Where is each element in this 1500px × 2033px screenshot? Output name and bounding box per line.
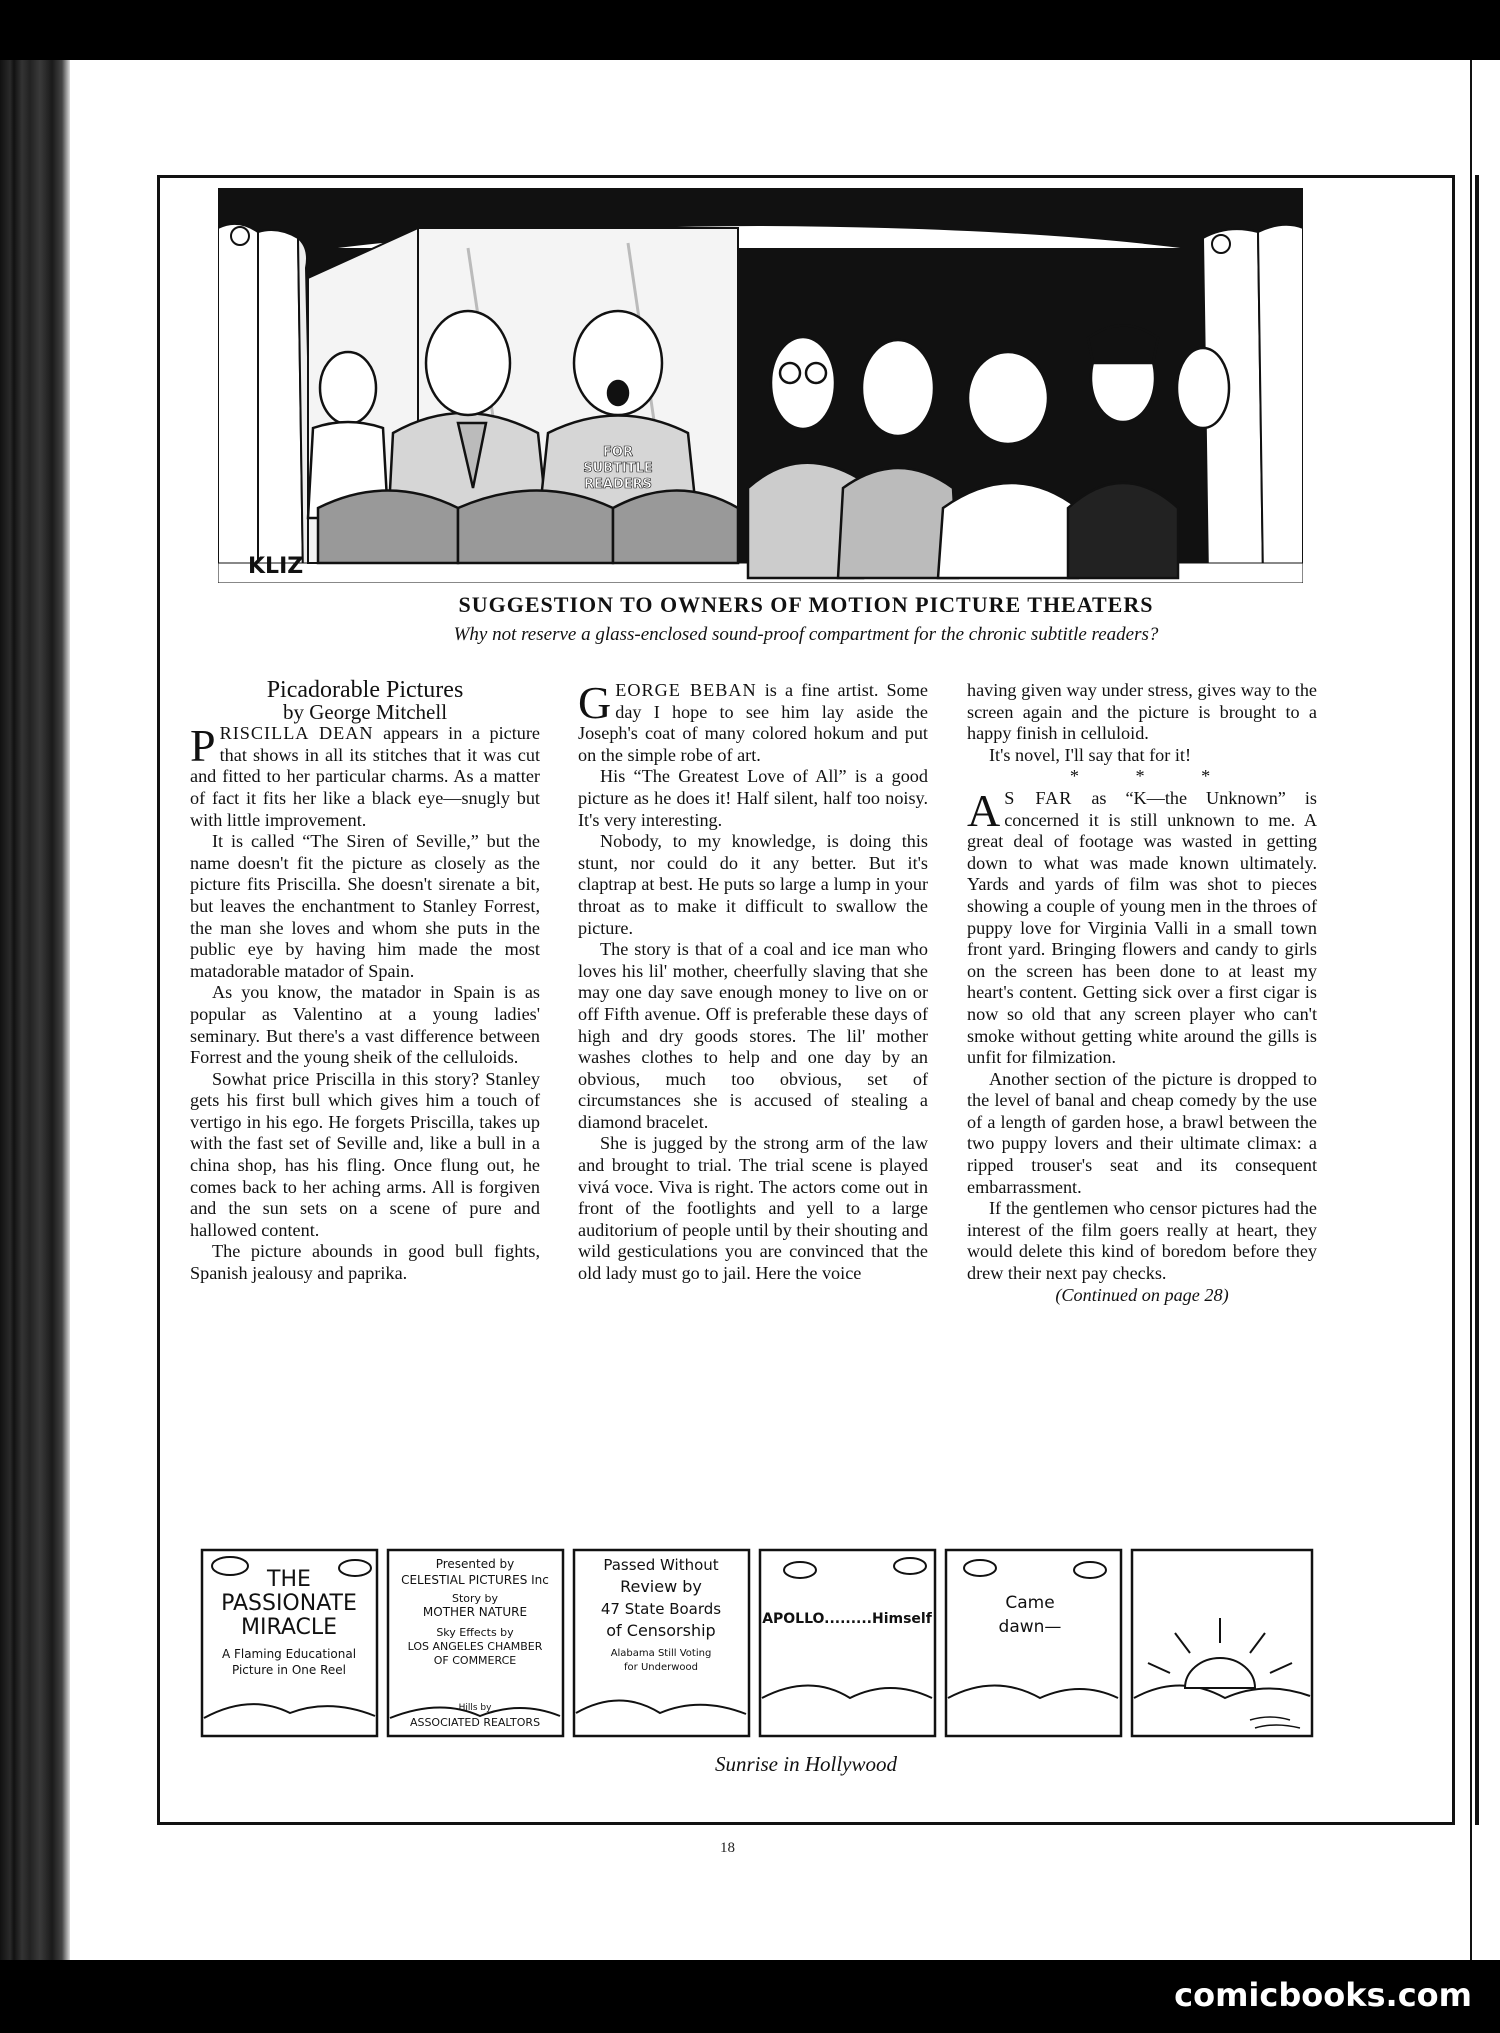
left-curtain	[218, 224, 313, 578]
cartoon-caption-title: SUGGESTION TO OWNERS OF MOTION PICTURE THEATERS	[458, 592, 1154, 617]
panel1-line4: A Flaming Educational	[221, 1647, 357, 1661]
panel2-line9: ASSOCIATED REALTORS	[409, 1716, 541, 1729]
book-page-edges	[0, 60, 70, 1960]
article-paragraph: Nobody, to my knowledge, is doing this stunt, nor could do it any better. But it's claptrap at best. He puts so large a lump in your throat as to make it difficult to swallow the picture.	[578, 831, 928, 938]
source-watermark: comicbooks.com	[1174, 1976, 1472, 2014]
article-paragraph: PRISCILLA DEAN appears in a picture that shows in all its stitches that it was cut and fitted to her particular charms. As a matter of fact it fits her like a black eye—snugly but with little improvement.	[190, 720, 540, 830]
panel3-line1: Passed Without	[603, 1556, 719, 1574]
panel5-line2: dawn—	[998, 1617, 1062, 1637]
sunrise-comic-strip	[200, 1548, 1315, 1738]
continued-note: (Continued on page 28)	[1055, 1284, 1229, 1305]
drop-cap: G	[578, 677, 612, 728]
scan-top-border	[0, 0, 1500, 60]
small-caps-lead: S FAR	[1004, 787, 1073, 808]
page-number: 18	[720, 1840, 735, 1856]
panel2-line2: CELESTIAL PICTURES Inc	[401, 1573, 549, 1587]
small-caps-lead: RISCILLA DEAN	[219, 723, 374, 744]
column-3-body	[967, 680, 1317, 1306]
booth-sign-line1: FOR	[603, 445, 633, 460]
article-column-3	[967, 680, 1317, 1306]
small-caps-lead: EORGE BEBAN	[615, 680, 757, 700]
panel2-line4: MOTHER NATURE	[422, 1605, 528, 1619]
article-byline: by George Mitchell	[282, 699, 448, 724]
drop-cap: A	[967, 784, 1001, 836]
panel3-line4: of Censorship	[606, 1621, 716, 1640]
column-1-body	[190, 720, 540, 1284]
panel1-line5: Picture in One Reel	[232, 1663, 346, 1677]
panel4-line1: APOLLO.........Himself	[762, 1611, 932, 1627]
panel3-line2: Review by	[620, 1577, 702, 1596]
article-paragraph: She is jugged by the strong arm of the law and brought to trial. The trial scene is played vivá voce. Viva is right. The actors come out in front of the footlights and yell to a large auditorium of people until by their shouting and wild gesticulations you are convinced that the old lady must go to jail. Here the voice	[578, 1133, 928, 1284]
cartoonist-signature: KLIZ	[248, 554, 304, 579]
article-column-1	[190, 677, 540, 1285]
theater-cartoon-illustration	[218, 188, 1303, 583]
article-paragraph: having given way under stress, gives way to the screen again and the picture is brought to a happy finish in celluloid.	[967, 680, 1317, 744]
article-paragraph: If the gentlemen who censor pictures had the interest of the film goers really at heart, they would delete this kind of boredom before they drew their next pay checks.	[967, 1198, 1317, 1284]
facing-page-frame	[1475, 175, 1500, 1825]
panel2-line1: Presented by	[435, 1557, 515, 1571]
article-paragraph: It is called “The Siren of Seville,” but the name doesn't fit the picture as closely as the picture fits Priscilla. She doesn't sirenate a bit, but leaves the enchantment to Stanley Forrest, the man she loves and whom she puts in the public eye by having him made the most matadorable matador of Spain.	[190, 831, 540, 981]
booth-sign-line2: SUBTITLE	[583, 461, 653, 476]
column-2-body	[578, 677, 928, 1285]
article-paragraph: It's novel, I'll say that for it!	[989, 744, 1192, 765]
article-paragraph: Sowhat price Priscilla in this story? Stanley gets his first bull which gives him a touch of vertigo in his ego. He forgets Priscilla, takes up with the fast set of Seville and, like a bull in a china shop, has his fling. Once flung out, he comes back to her aching arms. All is forgiven and the sun sets on a scene of pure and hallowed content.	[190, 1068, 540, 1240]
article-paragraph: The story is that of a coal and ice man who loves his lil' mother, cheerfully slaving that she may one day save enough money to live on or off Fifth avenue. Off is preferable these days of high and dry goods stores. The lil' mother washes clothes to help and one day by an obvious, much too obvious, set of circumstances she is accused of stealing a diamond bracelet.	[578, 939, 928, 1132]
panel5-line1: Came	[1005, 1593, 1055, 1613]
drop-cap: P	[190, 720, 216, 772]
panel3-line3: 47 State Boards	[600, 1600, 722, 1618]
cartoon-caption-subtitle: Why not reserve a glass-enclosed sound-proof compartment for the chronic subtitle readers?	[453, 624, 1159, 645]
article-paragraph: As you know, the matador in Spain is as popular as Valentino at a young ladies' seminary. But there's a vast difference between Forrest and the young sheik of the celluloids.	[190, 982, 540, 1068]
strip-panel-4	[760, 1550, 935, 1736]
article-paragraph: GEORGE BEBAN is a fine artist. Some day I hope to see him lay aside the Joseph's coat of many colored hokum and put on the simple robe of art.	[578, 677, 928, 765]
article-paragraph: His “The Greatest Love of All” is a good picture as he does it! Half silent, half too noisy. It's very interesting.	[578, 766, 928, 830]
article-column-2	[578, 677, 928, 1285]
panel2-line6: LOS ANGELES CHAMBER	[407, 1640, 543, 1653]
article-paragraph: The picture abounds in good bull fights, Spanish jealousy and paprika.	[190, 1241, 540, 1284]
panel2-line8: Hills by	[458, 1703, 492, 1713]
panel2-line5: Sky Effects by	[436, 1626, 514, 1639]
panel1-line3: MIRACLE	[240, 1615, 338, 1640]
article-paragraph: A S FAR as “K—the Unknown” is concerned it is still unknown to me. A great deal of footage was wasted in getting down to what was made known ultimately. Yards and yards of film was shot to pieces showing a couple of young men in the throes of puppy love for Virginia Valli in a small town front yard. Bringing flowers and candy to girls on the screen has been done to at least my heart's content. Getting sick over a first cigar is now so old that any screen player who can't smoke without getting white around the gills is unfit for filmization.	[967, 784, 1317, 1068]
booth-sign-line3: READERS	[584, 477, 652, 492]
article-title: Picadorable Pictures	[266, 677, 464, 703]
panel1-line1: THE	[267, 1567, 311, 1592]
strip-caption: Sunrise in Hollywood	[715, 1752, 897, 1776]
strip-panel-6	[1132, 1550, 1312, 1736]
panel3-line6: for Underwood	[624, 1662, 698, 1673]
panel1-line2: PASSIONATE	[221, 1591, 357, 1616]
panel2-line7: OF COMMERCE	[433, 1654, 517, 1667]
panel2-line3: Story by	[451, 1592, 499, 1605]
article-paragraph: Another section of the picture is dropped to the level of banal and cheap comedy by the use of a length of garden hose, a brawl between the two puppy lovers and their ultimate climax: a ripped trouser's seat and its consequent embarrassment.	[967, 1068, 1317, 1197]
section-divider-stars: * * *	[1069, 766, 1237, 787]
panel3-line5: Alabama Still Voting	[610, 1648, 712, 1659]
